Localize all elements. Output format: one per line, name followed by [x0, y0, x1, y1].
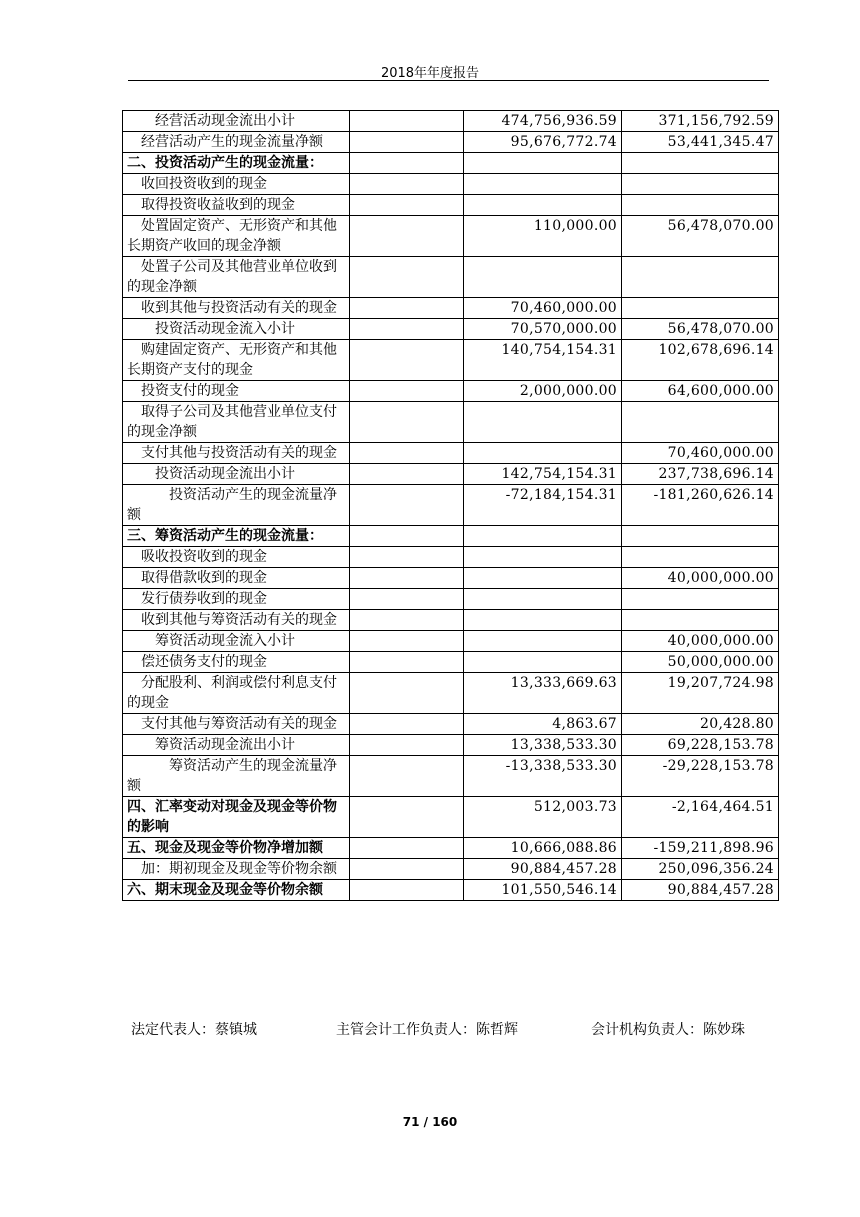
table-row — [123, 111, 779, 132]
row-current-period-value: 70,460,000.00 — [464, 298, 622, 319]
row-note-cell — [350, 880, 464, 901]
row-note-cell — [350, 756, 464, 797]
row-prior-period-value: 64,600,000.00 — [622, 381, 779, 402]
table-row — [123, 756, 779, 797]
row-item-cell — [123, 714, 350, 735]
row-item-cell — [123, 838, 350, 859]
row-prior-period-value: 40,000,000.00 — [622, 568, 779, 589]
row-note-cell — [350, 298, 464, 319]
accounting-head: 主管会计工作负责人：陈哲辉 — [336, 1022, 518, 1038]
table-row — [123, 298, 779, 319]
row-note-cell — [350, 838, 464, 859]
row-item-label: 吸收投资收到的现金 — [141, 549, 267, 565]
row-current-period-value — [464, 402, 622, 443]
row-current-period-value — [464, 631, 622, 652]
row-prior-period-value — [622, 298, 779, 319]
row-item-cell — [123, 174, 350, 195]
row-item-cell — [123, 111, 350, 132]
table-row — [123, 797, 779, 838]
table-row — [123, 735, 779, 756]
row-item-label: 投资活动产生的现金流量净额 — [127, 487, 337, 523]
table-row — [123, 631, 779, 652]
row-current-period-value: 142,754,154.31 — [464, 464, 622, 485]
row-prior-period-value: 371,156,792.59 — [622, 111, 779, 132]
row-item-label: 六、期末现金及现金等价物余额 — [127, 882, 323, 898]
row-prior-period-value: 90,884,457.28 — [622, 880, 779, 901]
row-note-cell — [350, 589, 464, 610]
row-item-cell — [123, 673, 350, 714]
row-prior-period-value: 20,428.80 — [622, 714, 779, 735]
row-note-cell — [350, 132, 464, 153]
row-prior-period-value: 50,000,000.00 — [622, 652, 779, 673]
row-item-cell — [123, 381, 350, 402]
row-item-cell — [123, 319, 350, 340]
row-note-cell — [350, 735, 464, 756]
row-prior-period-value — [622, 610, 779, 631]
cash-flow-table-body — [123, 111, 779, 901]
table-row — [123, 673, 779, 714]
row-item-label: 加：期初现金及现金等价物余额 — [141, 861, 337, 877]
row-item-cell — [123, 153, 350, 174]
row-item-cell — [123, 880, 350, 901]
row-item-cell — [123, 589, 350, 610]
row-note-cell — [350, 673, 464, 714]
table-row — [123, 257, 779, 298]
row-current-period-value: 90,884,457.28 — [464, 859, 622, 880]
row-item-label: 处置固定资产、无形资产和其他长期资产收回的现金净额 — [127, 218, 337, 254]
row-item-label: 收到其他与筹资活动有关的现金 — [141, 612, 337, 628]
row-current-period-value: -13,338,533.30 — [464, 756, 622, 797]
row-current-period-value: 140,754,154.31 — [464, 340, 622, 381]
row-item-label: 取得投资收益收到的现金 — [141, 197, 295, 213]
row-note-cell — [350, 859, 464, 880]
row-prior-period-value: -159,211,898.96 — [622, 838, 779, 859]
table-row — [123, 838, 779, 859]
row-item-cell — [123, 443, 350, 464]
row-item-label: 收到其他与投资活动有关的现金 — [141, 300, 337, 316]
table-row — [123, 216, 779, 257]
row-prior-period-value — [622, 402, 779, 443]
table-row — [123, 174, 779, 195]
row-note-cell — [350, 568, 464, 589]
table-row — [123, 340, 779, 381]
row-current-period-value — [464, 195, 622, 216]
row-prior-period-value — [622, 547, 779, 568]
row-note-cell — [350, 340, 464, 381]
header-rule — [128, 80, 769, 81]
legal-representative: 法定代表人：蔡镇城 — [131, 1022, 257, 1038]
row-current-period-value — [464, 610, 622, 631]
row-prior-period-value — [622, 153, 779, 174]
row-note-cell — [350, 174, 464, 195]
row-prior-period-value: 56,478,070.00 — [622, 319, 779, 340]
row-current-period-value — [464, 589, 622, 610]
row-current-period-value — [464, 652, 622, 673]
row-item-cell — [123, 568, 350, 589]
row-prior-period-value: 69,228,153.78 — [622, 735, 779, 756]
row-item-label: 偿还债务支付的现金 — [141, 654, 267, 670]
row-item-cell — [123, 464, 350, 485]
row-item-label: 取得子公司及其他营业单位支付的现金净额 — [127, 404, 337, 440]
row-item-cell — [123, 216, 350, 257]
row-item-label: 经营活动现金流出小计 — [155, 113, 295, 129]
table-row — [123, 880, 779, 901]
table-row — [123, 485, 779, 526]
row-note-cell — [350, 443, 464, 464]
row-note-cell — [350, 797, 464, 838]
row-note-cell — [350, 381, 464, 402]
row-item-cell — [123, 402, 350, 443]
row-current-period-value — [464, 257, 622, 298]
row-prior-period-value — [622, 526, 779, 547]
accounting-org-head: 会计机构负责人：陈妙珠 — [591, 1022, 745, 1038]
row-item-label: 投资支付的现金 — [141, 383, 239, 399]
row-item-label: 处置子公司及其他营业单位收到的现金净额 — [127, 259, 337, 295]
row-note-cell — [350, 195, 464, 216]
row-item-cell — [123, 485, 350, 526]
row-current-period-value: 95,676,772.74 — [464, 132, 622, 153]
row-prior-period-value: 70,460,000.00 — [622, 443, 779, 464]
table-row — [123, 443, 779, 464]
row-prior-period-value: 102,678,696.14 — [622, 340, 779, 381]
row-current-period-value: 13,338,533.30 — [464, 735, 622, 756]
row-item-cell — [123, 257, 350, 298]
row-item-label: 投资活动现金流出小计 — [155, 466, 295, 482]
row-item-label: 支付其他与筹资活动有关的现金 — [141, 716, 337, 732]
table-row — [123, 402, 779, 443]
table-row — [123, 132, 779, 153]
row-prior-period-value — [622, 257, 779, 298]
row-prior-period-value: 237,738,696.14 — [622, 464, 779, 485]
row-item-cell — [123, 652, 350, 673]
row-prior-period-value: 53,441,345.47 — [622, 132, 779, 153]
row-current-period-value: 2,000,000.00 — [464, 381, 622, 402]
row-item-label: 投资活动现金流入小计 — [155, 321, 295, 337]
table-row — [123, 610, 779, 631]
row-prior-period-value — [622, 589, 779, 610]
row-item-label: 取得借款收到的现金 — [141, 570, 267, 586]
row-note-cell — [350, 319, 464, 340]
table-row — [123, 526, 779, 547]
row-note-cell — [350, 464, 464, 485]
row-item-cell — [123, 526, 350, 547]
report-header-title: 2018年年度报告 — [380, 66, 480, 81]
table-row — [123, 859, 779, 880]
row-item-label: 五、现金及现金等价物净增加额 — [127, 840, 323, 856]
row-note-cell — [350, 652, 464, 673]
table-row — [123, 381, 779, 402]
row-item-label: 三、筹资活动产生的现金流量： — [127, 528, 323, 544]
row-prior-period-value: -2,164,464.51 — [622, 797, 779, 838]
row-prior-period-value: 56,478,070.00 — [622, 216, 779, 257]
row-note-cell — [350, 714, 464, 735]
row-item-label: 二、投资活动产生的现金流量： — [127, 155, 323, 171]
row-item-label: 经营活动产生的现金流量净额 — [141, 134, 323, 150]
row-note-cell — [350, 153, 464, 174]
row-item-cell — [123, 298, 350, 319]
row-item-label: 筹资活动产生的现金流量净额 — [127, 758, 337, 794]
row-prior-period-value: 40,000,000.00 — [622, 631, 779, 652]
row-note-cell — [350, 216, 464, 257]
row-item-cell — [123, 132, 350, 153]
row-item-label: 发行债券收到的现金 — [141, 591, 267, 607]
row-item-label: 筹资活动现金流出小计 — [155, 737, 295, 753]
table-row — [123, 714, 779, 735]
row-note-cell — [350, 111, 464, 132]
row-prior-period-value: -181,260,626.14 — [622, 485, 779, 526]
row-item-cell — [123, 547, 350, 568]
row-note-cell — [350, 485, 464, 526]
table-row — [123, 589, 779, 610]
row-note-cell — [350, 547, 464, 568]
row-current-period-value: 70,570,000.00 — [464, 319, 622, 340]
table-row — [123, 547, 779, 568]
row-item-cell — [123, 195, 350, 216]
row-item-label: 四、汇率变动对现金及现金等价物的影响 — [127, 799, 337, 835]
row-prior-period-value — [622, 195, 779, 216]
row-current-period-value: 474,756,936.59 — [464, 111, 622, 132]
row-note-cell — [350, 402, 464, 443]
row-item-cell — [123, 797, 350, 838]
row-prior-period-value — [622, 174, 779, 195]
row-current-period-value: 13,333,669.63 — [464, 673, 622, 714]
row-item-label: 分配股利、利润或偿付利息支付的现金 — [127, 675, 337, 711]
table-row — [123, 652, 779, 673]
table-row — [123, 195, 779, 216]
table-row — [123, 153, 779, 174]
row-current-period-value — [464, 526, 622, 547]
row-item-cell — [123, 735, 350, 756]
table-row — [123, 319, 779, 340]
row-current-period-value: 110,000.00 — [464, 216, 622, 257]
row-current-period-value — [464, 547, 622, 568]
row-prior-period-value: -29,228,153.78 — [622, 756, 779, 797]
row-current-period-value: 10,666,088.86 — [464, 838, 622, 859]
row-item-label: 支付其他与投资活动有关的现金 — [141, 445, 337, 461]
table-row — [123, 568, 779, 589]
row-item-cell — [123, 756, 350, 797]
row-note-cell — [350, 257, 464, 298]
row-item-label: 购建固定资产、无形资产和其他长期资产支付的现金 — [127, 342, 337, 378]
row-item-label: 筹资活动现金流入小计 — [155, 633, 295, 649]
cash-flow-table — [122, 110, 779, 901]
table-row — [123, 464, 779, 485]
row-current-period-value: 4,863.67 — [464, 714, 622, 735]
row-current-period-value: -72,184,154.31 — [464, 485, 622, 526]
row-item-cell — [123, 631, 350, 652]
row-current-period-value — [464, 174, 622, 195]
row-current-period-value — [464, 443, 622, 464]
row-note-cell — [350, 610, 464, 631]
row-prior-period-value: 250,096,356.24 — [622, 859, 779, 880]
row-item-cell — [123, 859, 350, 880]
row-note-cell — [350, 631, 464, 652]
row-item-cell — [123, 610, 350, 631]
row-current-period-value — [464, 153, 622, 174]
row-current-period-value: 101,550,546.14 — [464, 880, 622, 901]
row-current-period-value: 512,003.73 — [464, 797, 622, 838]
row-note-cell — [350, 526, 464, 547]
page-number: 71 / 160 — [402, 1115, 458, 1129]
row-item-cell — [123, 340, 350, 381]
row-prior-period-value: 19,207,724.98 — [622, 673, 779, 714]
row-current-period-value — [464, 568, 622, 589]
row-item-label: 收回投资收到的现金 — [141, 176, 267, 192]
